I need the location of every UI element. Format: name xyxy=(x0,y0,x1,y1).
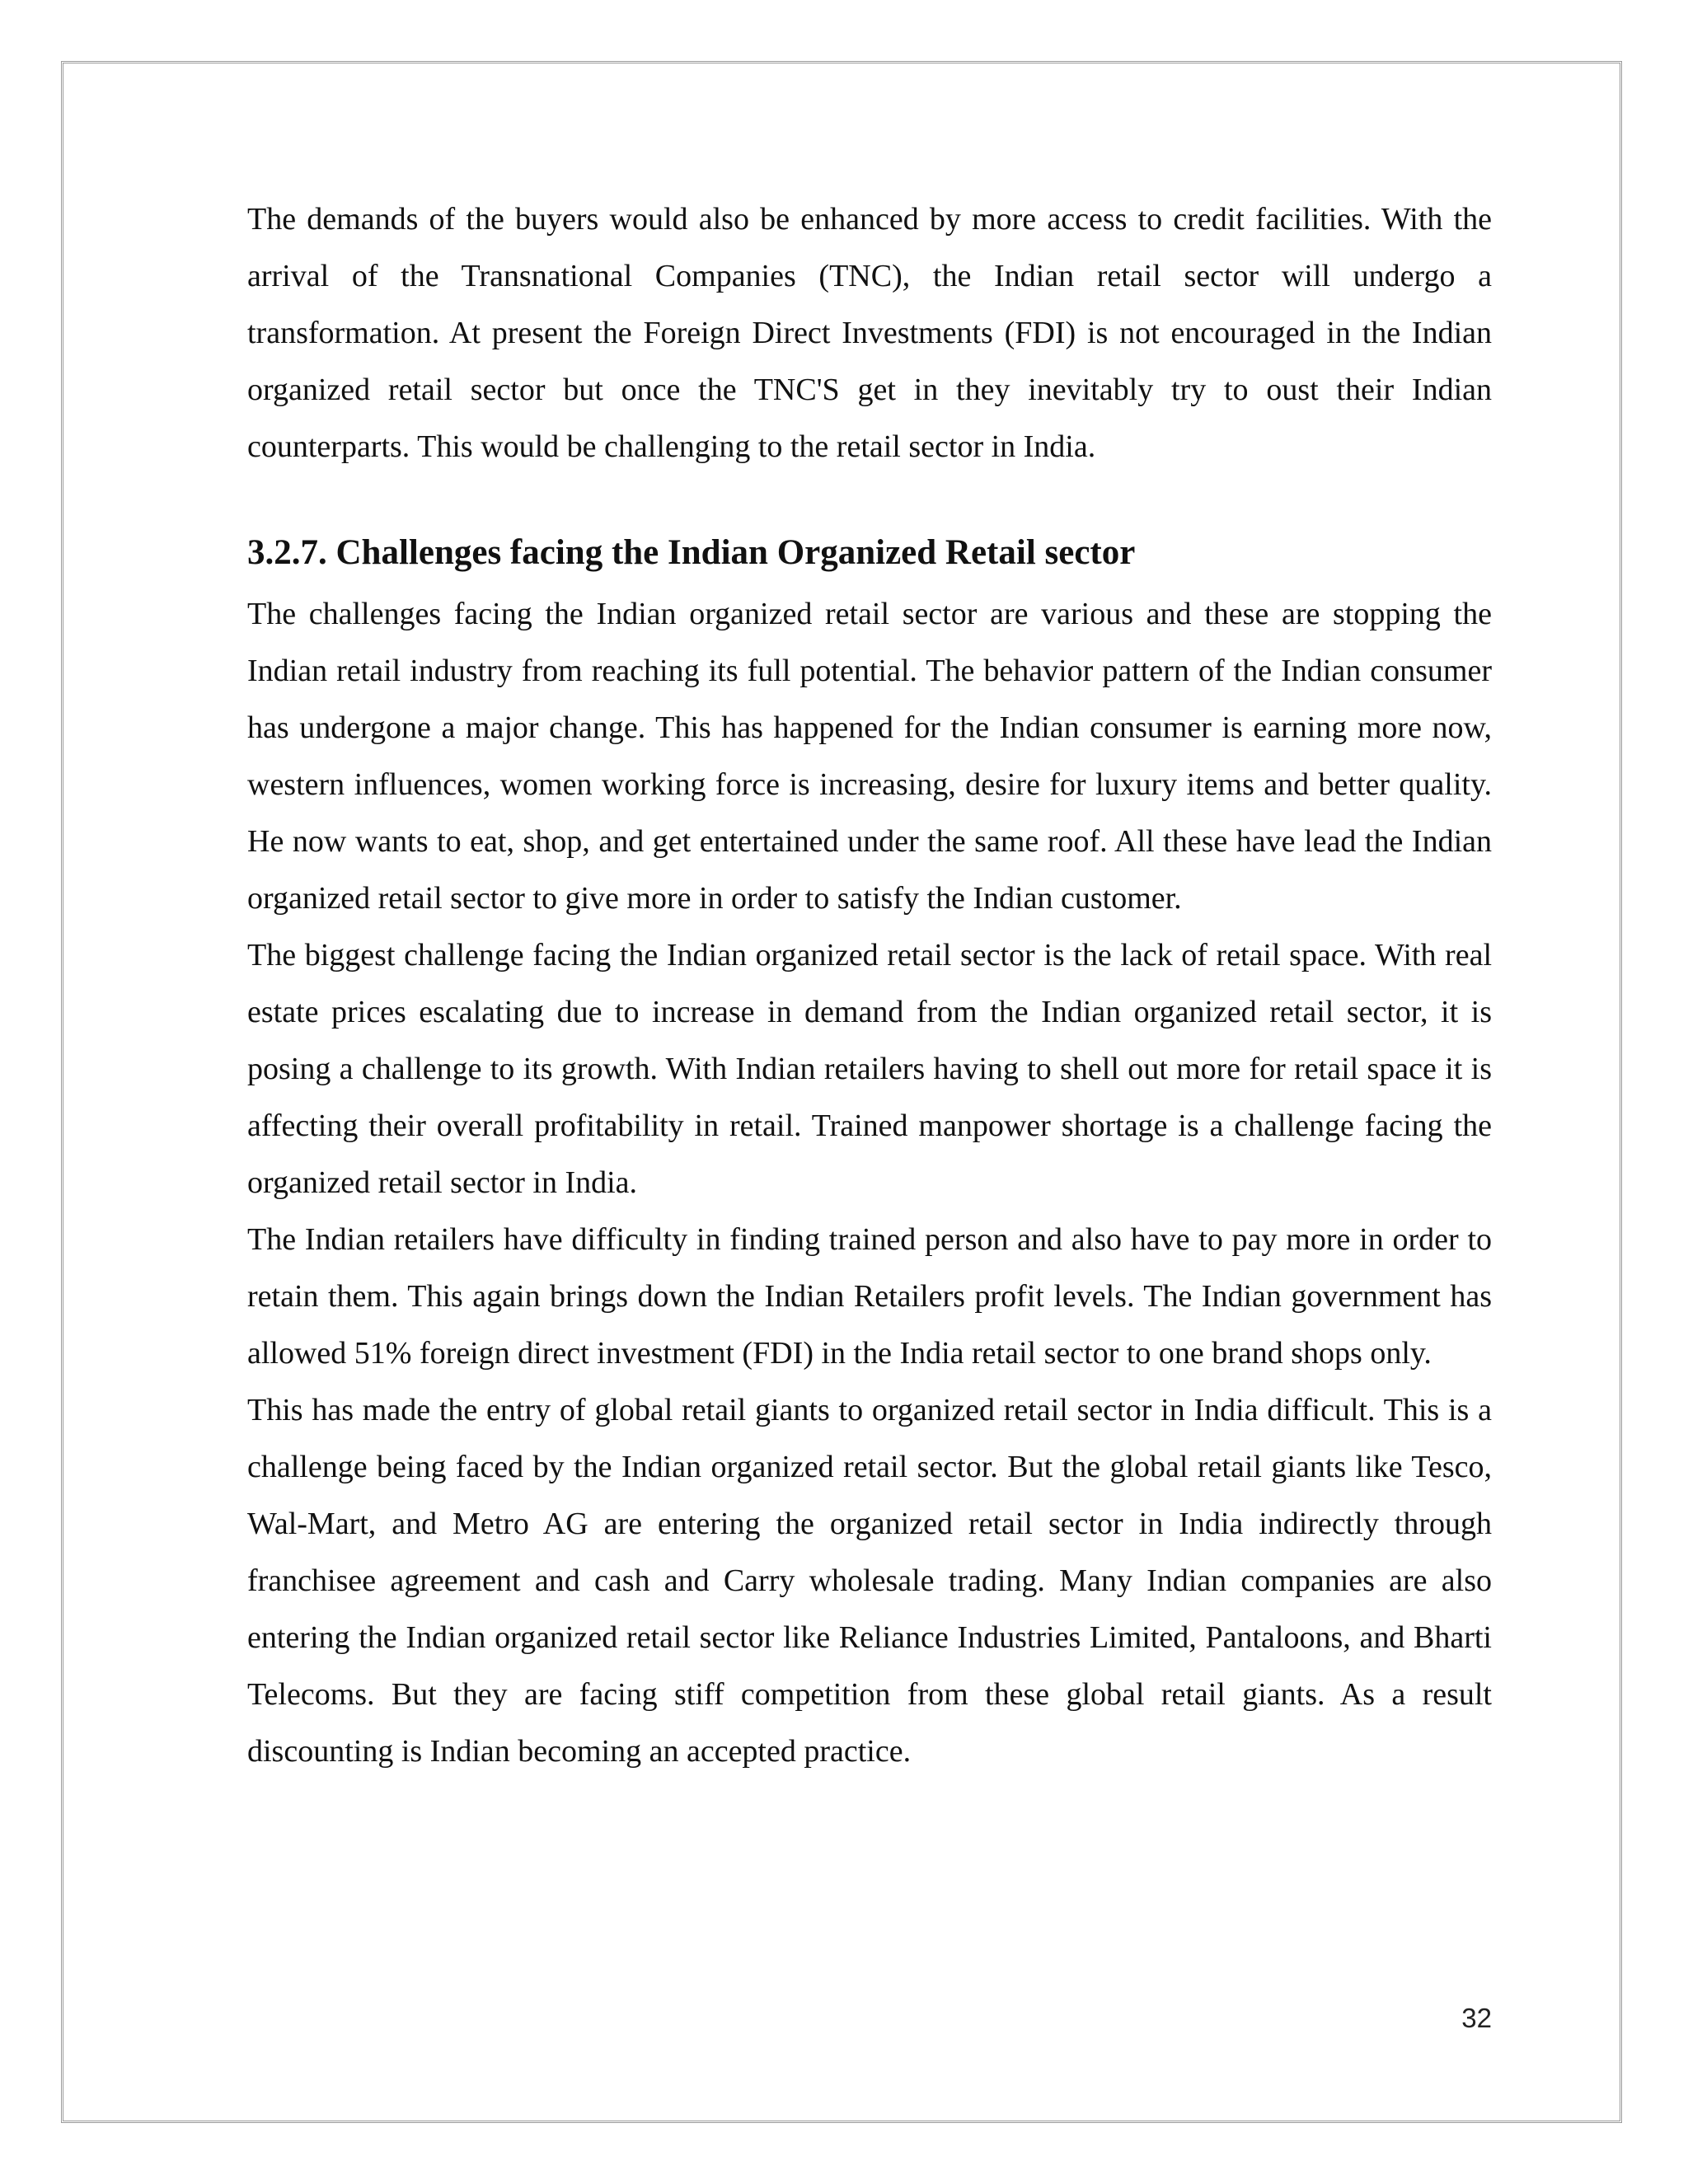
body-paragraph: The biggest challenge facing the Indian organized retail sector is the lack of retail space. With real estate prices escalating due to increase in demand from the Indian organized retail sector, it is posing a challenge to its growth. With Indian retailers having to shell out more for retail space it is affecting their overall profitability in retail. Trained manpower shortage is a challenge facing the organized retail sector in India. xyxy=(247,938,1492,1200)
intro-paragraph: The demands of the buyers would also be enhanced by more access to credit facilities. With the arrival of the Transnational Companies (TNC), the Indian retail sector will undergo a transformation. At present the Foreign Direct Investments (FDI) is not encouraged in the Indian organized retail sector but once the TNC'S get in they inevitably try to oust their Indian counterparts. This would be challenging to the retail sector in India. xyxy=(247,202,1492,464)
document-body xyxy=(247,191,1492,1780)
page-number: 32 xyxy=(1461,2003,1492,2033)
section-heading: 3.2.7. Challenges facing the Indian Organized Retail sector xyxy=(247,533,1136,572)
body-paragraph: This has made the entry of global retail giants to organized retail sector in India difficult. This is a challenge being faced by the Indian organized retail sector. But the global retail giants like Tesco, Wal-Mart, and Metro AG are entering the organized retail sector in India indirectly through franchisee agreement and cash and Carry wholesale trading. Many Indian companies are also entering the Indian organized retail sector like Reliance Industries Limited, Pantaloons, and Bharti Telecoms. But they are facing stiff competition from these global retail giants. As a result discounting is Indian becoming an accepted practice. xyxy=(247,1393,1492,1769)
body-paragraph: The challenges facing the Indian organized retail sector are various and these are stopping the Indian retail industry from reaching its full potential. The behavior pattern of the Indian consumer has undergone a major change. This has happened for the Indian consumer is earning more now, western influences, women working force is increasing, desire for luxury items and better quality. He now wants to eat, shop, and get entertained under the same roof. All these have lead the Indian organized retail sector to give more in order to satisfy the Indian customer. xyxy=(247,597,1492,916)
body-paragraph: The Indian retailers have difficulty in finding trained person and also have to pay more in order to retain them. This again brings down the Indian Retailers profit levels. The Indian government has allowed 51% foreign direct investment (FDI) in the India retail sector to one brand shops only. xyxy=(247,1222,1492,1371)
